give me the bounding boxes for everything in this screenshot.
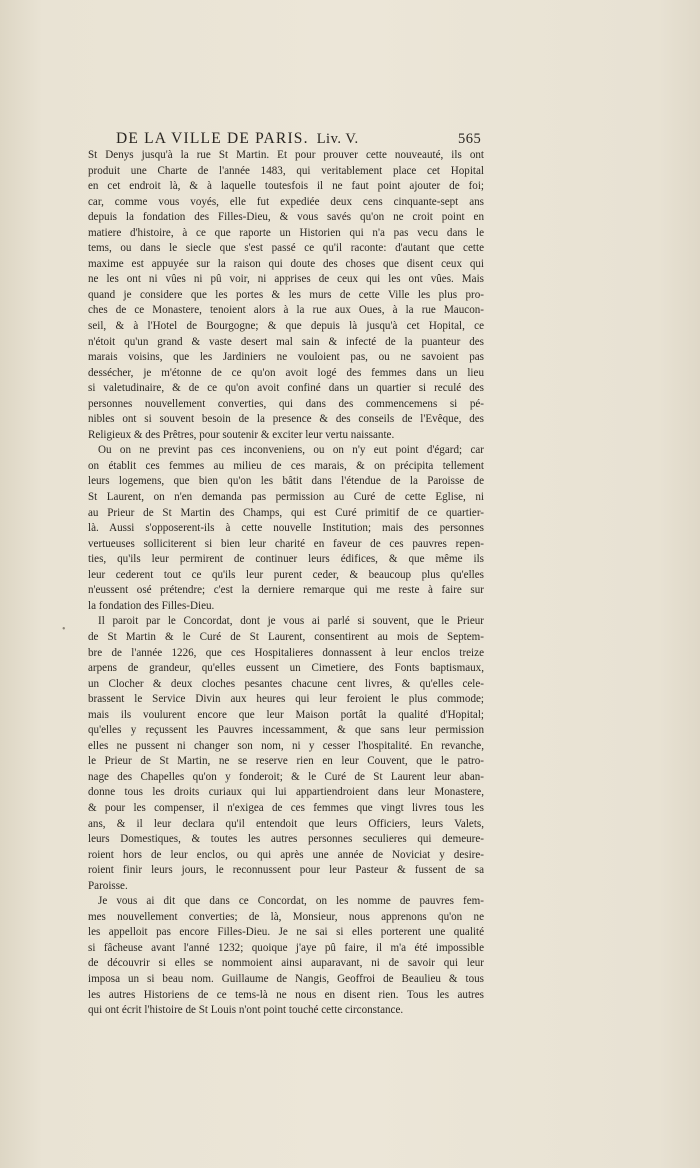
text-line: vertueuses solliciterent si bien leur charité en faveur de ces pauvres repen-: [88, 537, 484, 550]
paragraph: [88, 148, 484, 443]
text-line: bre de l'année 1226, que ces Hospitalieres donnassent à leur enclos treize: [88, 646, 484, 659]
running-title: DE LA VILLE DE PARIS.: [116, 130, 309, 147]
text-line: depuis la fondation des Filles-Dieu, & vous savés qu'on ne croit point en: [88, 211, 484, 224]
text-line: un Clocher & deux cloches pesantes chacune cent livres, & qu'elles cele-: [88, 677, 484, 690]
text-line: n'eussent osé prétendre; c'est la derniere remarque qui me reste à faire sur: [88, 584, 484, 597]
text-line: Il paroit par le Concordat, dont je vous ai parlé si souvent, que le Prieur: [98, 615, 484, 628]
text-line: & pour les compenser, il n'exigea de ces femmes que vingt livres tous les: [88, 801, 484, 814]
text-line: nibles ont si souvent besoin de la presence & des conseils de l'Evêque, des: [88, 413, 484, 426]
text-line: personnes nouvellement converties, qui dans des commencemens si pé-: [88, 397, 484, 410]
text-line: Religieux & des Prêtres, pour soutenir & exciter leur vertu naissante.: [88, 428, 395, 441]
text-line: les autres Historiens de ce tems-là ne nous en disent rien. Tous les autres: [88, 988, 484, 1001]
text-line: au Prieur de St Martin des Champs, qui est Curé primitif de ce quartier-: [88, 506, 484, 519]
body-text: [88, 148, 484, 1019]
text-line: si fâcheuse avant l'anné 1232; quoique j'aye pû faire, il m'a été impossible: [88, 941, 484, 954]
text-line: St Laurent, on n'en demanda pas permission au Curé de cette Eglise, ni: [88, 491, 484, 504]
text-line: produit une Charte de l'année 1483, qui veritablement place cet Hopital: [88, 164, 484, 177]
text-line: matiere d'histoire, à ce que raporte un Historien qui n'a pas vecu dans le: [88, 226, 484, 239]
text-line: maxime est appuyée sur la raison qui doute des choses que disent ceux qui: [88, 257, 484, 270]
text-line: car, comme vous voyés, elle fut expediée deux cens cinquante-sept ans: [88, 195, 484, 208]
text-line: elles ne pussent ni changer son nom, ni y cesser l'hospitalité. En revanche,: [88, 739, 484, 752]
text-line: imposa un si beau nom. Guillaume de Nangis, Geoffroi de Beaulieu & tous: [88, 972, 484, 985]
text-line: les appelloit pas encore Filles-Dieu. Je ne sai si elles porterent une qualité: [88, 926, 484, 939]
text-line: roient hors de leur enclos, ou qui après une année de Noviciat y desire-: [88, 848, 484, 861]
text-line: ties, qu'ils leur permirent de continuer leurs édifices, & que même ils: [88, 553, 484, 566]
text-line: de St Martin & le Curé de St Laurent, consentirent au mois de Septem-: [88, 630, 484, 643]
text-line: roient finir leurs jours, le reconnussent pour leur Pasteur & fussent de sa: [88, 864, 484, 877]
text-line: marais voisins, que les Jardiniers ne vouloient pas, ou ne savoient pas: [88, 351, 484, 364]
text-line: de découvrir si elles se nommoient ainsi auparavant, ni de savoir qui leur: [88, 957, 484, 970]
text-line: leurs logemens, que bien qu'on les bâtit dans l'étendue de la Paroisse de: [88, 475, 484, 488]
text-line: dessécher, je m'étonne de ce qu'on avoit logé des femmes dans un lieu: [88, 366, 484, 379]
text-line: ne les ont ni vûes ni pû voir, ni apprises de ceux qui les ont vûes. Mais: [88, 273, 484, 286]
text-line: donne tous les droits curiaux qui lui appartiendroient dans leur Monastere,: [88, 786, 484, 799]
paragraph: [88, 894, 484, 1018]
text-line: le Prieur de St Martin, ne se reserve rien en leur Couvent, que le patro-: [88, 755, 484, 768]
text-line: quand je considere que les portes & les murs de cette Ville les plus pro-: [88, 288, 484, 301]
text-line: leurs Domestiques, & toutes les autres personnes seculieres qui demeure-: [88, 833, 484, 846]
text-line: ches de ce Monastere, tenoient alors à la rue aux Oues, à la rue Maucon-: [88, 304, 484, 317]
text-line: là. Aussi s'opposerent-ils à cette nouvelle Institution; mais des personnes: [88, 522, 484, 535]
running-header: [116, 130, 512, 150]
text-line: tems, ou dans le siecle que s'est passé ce qu'il raconte: d'autant que cette: [88, 242, 484, 255]
text-line: mes nouvellement converties; de là, Monsieur, nous apprenons qu'on ne: [88, 910, 484, 923]
text-line: Ou on ne prevint pas ces inconveniens, ou on n'y eut point d'égard; car: [98, 444, 484, 457]
text-line: en cet endroit là, & à laquelle toutesfois il ne faut point ajouter de foi;: [88, 180, 484, 193]
text-line: seil, & à l'Hotel de Bourgogne; & que depuis là jusqu'à cet Hopital, ce: [88, 320, 484, 333]
text-line: si valetudinaire, & de ce qu'on avoit confiné dans un quartier si reculé des: [88, 382, 484, 395]
margin-mark: •: [62, 624, 66, 635]
text-line: ans, & il leur declara qu'il entendoit que leurs Officiers, leurs Valets,: [88, 817, 484, 830]
text-line: Je vous ai dit que dans ce Concordat, on les nomme de pauvres fem-: [98, 895, 484, 908]
text-line: qu'elles y reçussent les Pauvres incessamment, & que sans leur permission: [88, 724, 484, 737]
text-line: arpens de grandeur, qu'elles eussent un Cimetiere, des Fonts baptismaux,: [88, 662, 484, 675]
paragraph: [88, 443, 484, 614]
text-line: nage des Chapelles qu'on y fonderoit; & le Curé de St Laurent leur aban-: [88, 770, 484, 783]
paragraph: [88, 614, 484, 894]
text-line: mais ils voulurent encore que leur Maison portât la qualité d'Hopital;: [88, 708, 484, 721]
text-line: brassent le Service Divin aux heures qui leur feroient le plus commode;: [88, 693, 484, 706]
text-line: St Denys jusqu'à la rue St Martin. Et pour prouver cette nouveauté, ils ont: [88, 149, 484, 161]
book-label: Liv. V.: [316, 131, 359, 147]
text-line: leur cederent tout ce qu'ils leur purent ceder, & beaucoup plus qu'elles: [88, 568, 484, 581]
page-number: 565: [458, 131, 482, 147]
text-line: qui ont écrit l'histoire de St Louis n'ont point touché cette circonstance.: [88, 1004, 404, 1017]
text-line: la fondation des Filles-Dieu.: [88, 599, 215, 612]
text-line: n'étoit qu'un grand & vaste desert mal sain & infecté de la puanteur des: [88, 335, 484, 348]
text-line: Paroisse.: [88, 879, 128, 892]
text-line: on établit ces femmes au milieu de ces marais, & on précipita tellement: [88, 459, 484, 472]
